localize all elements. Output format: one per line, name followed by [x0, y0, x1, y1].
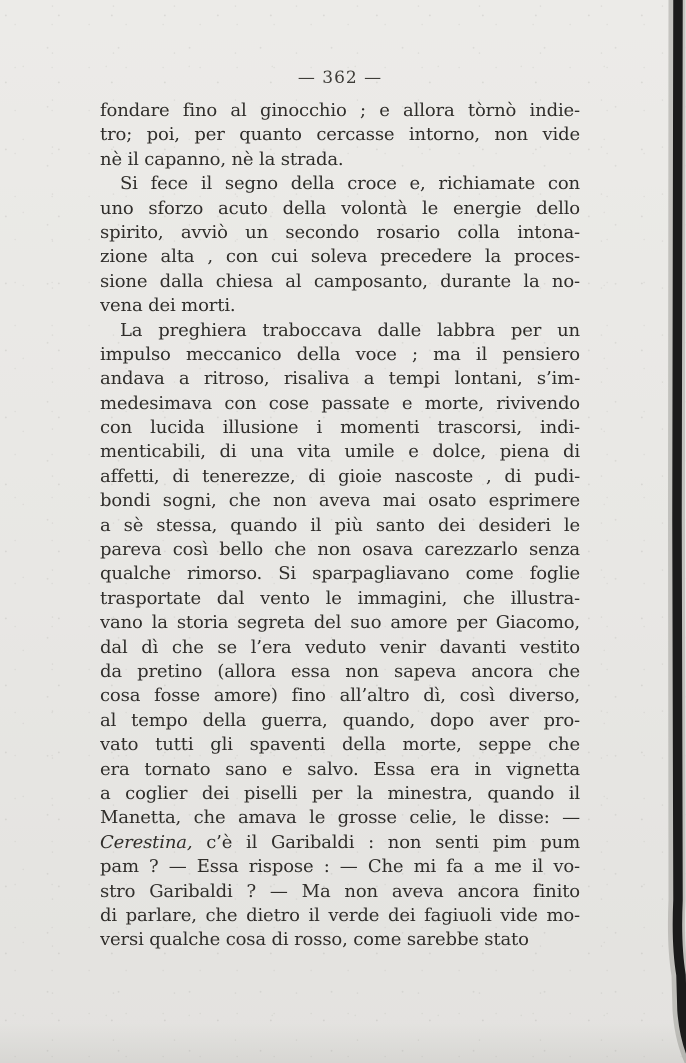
text-segment: uno sforzo acuto della volontà le energie dello	[100, 197, 580, 219]
text-segment: spirito, avviò un secondo rosario colla intona-	[100, 221, 580, 243]
text-line	[100, 806, 580, 830]
text-segment: bondi sogni, che non aveva mai osato esprimere	[100, 490, 580, 512]
italic-text-segment: Cerestina,	[100, 831, 193, 853]
text-line	[100, 416, 580, 440]
text-line	[100, 880, 580, 904]
text-line	[100, 99, 580, 123]
text-segment: a coglier dei piselli per la minestra, quando il	[100, 782, 580, 804]
text-segment: di parlare, che dietro il verde dei fagiuoli vide mo-	[100, 904, 580, 926]
text-line	[100, 587, 580, 611]
text-line	[100, 636, 580, 660]
text-line	[100, 392, 580, 416]
text-segment: con lucida illusione i momenti trascorsi, indi-	[100, 417, 580, 439]
text-line	[100, 782, 580, 806]
text-segment: andava a ritroso, risaliva a tempi lontani, s’im-	[100, 368, 580, 390]
text-line	[100, 660, 580, 684]
text-segment: La preghiera traboccava dalle labbra per un	[120, 319, 580, 341]
text-segment: menticabili, di una vita umile e dolce, piena di	[100, 441, 580, 463]
text-segment: era tornato sano e salvo. Essa era in vignetta	[100, 758, 580, 780]
text-line	[100, 733, 580, 757]
text-line	[100, 197, 580, 221]
text-segment: qualche rimorso. Si sparpagliavano come foglie	[100, 563, 580, 585]
paragraph	[100, 172, 580, 318]
text-segment: sione dalla chiesa al camposanto, durante la no-	[100, 270, 580, 292]
text-segment: a sè stessa, quando il più santo dei desideri le	[100, 514, 580, 536]
text-segment: cosa fosse amore) fino all’altro dì, così diverso,	[100, 685, 580, 707]
text-segment: zione alta , con cui soleva precedere la proces-	[100, 246, 580, 268]
text-line	[100, 294, 580, 318]
text-line	[100, 855, 580, 879]
text-line	[100, 270, 580, 294]
text-line	[100, 904, 580, 928]
text-segment: pam ? — Essa rispose : — Che mi fa a me il vo-	[100, 856, 580, 878]
text-segment: dal dì che se l’era veduto venir davanti vestito	[100, 636, 580, 658]
text-segment: vano la storia segreta del suo amore per Giacomo,	[100, 612, 580, 634]
text-line	[100, 440, 580, 464]
text-segment: Si fece il segno della croce e, richiamate con	[120, 173, 580, 195]
text-line	[100, 514, 580, 538]
text-line	[100, 489, 580, 513]
text-segment: stro Garibaldi ? — Ma non aveva ancora finito	[100, 880, 580, 902]
bottom-scan-vignette	[0, 1023, 686, 1063]
paragraph	[100, 319, 580, 953]
text-block	[100, 99, 580, 953]
page-number-header: — 362 —	[297, 68, 383, 88]
text-segment: vena dei morti.	[100, 295, 236, 317]
text-segment: pareva così bello che non osava carezzarlo senza	[100, 539, 580, 561]
text-segment: vato tutti gli spaventi della morte, seppe che	[100, 734, 580, 756]
text-line	[100, 221, 580, 245]
text-line	[100, 123, 580, 147]
text-line	[100, 148, 580, 172]
text-line	[100, 245, 580, 269]
text-segment: impulso meccanico della voce ; ma il pensiero	[100, 343, 580, 365]
text-line	[100, 343, 580, 367]
text-line	[100, 465, 580, 489]
text-segment: Manetta, che amava le grosse celie, le disse: —	[100, 807, 580, 829]
text-segment: medesimava con cose passate e morte, rivivendo	[100, 392, 580, 414]
text-line	[100, 538, 580, 562]
text-line	[100, 831, 580, 855]
text-segment: trasportate dal vento le immagini, che illustra-	[100, 587, 580, 609]
text-segment: da pretino (allora essa non sapeva ancora che	[100, 660, 580, 682]
text-segment: c’è il Garibaldi : non senti pim pum	[192, 831, 580, 853]
text-line	[100, 928, 580, 952]
text-segment: tro; poi, per quanto cercasse intorno, non vide	[100, 124, 580, 146]
text-line	[100, 562, 580, 586]
text-segment: versi qualche cosa di rosso, come sarebbe stato	[100, 929, 529, 951]
text-segment: fondare fino al ginocchio ; e allora tòrnò indie-	[100, 100, 580, 121]
text-line	[100, 367, 580, 391]
paragraph	[100, 99, 580, 172]
text-line	[100, 684, 580, 708]
text-segment: affetti, di tenerezze, di gioie nascoste , di pudi-	[100, 465, 580, 487]
text-line	[100, 758, 580, 782]
text-line	[100, 172, 580, 196]
text-line	[100, 709, 580, 733]
text-segment: nè il capanno, nè la strada.	[100, 148, 344, 170]
text-segment: al tempo della guerra, quando, dopo aver pro-	[100, 709, 580, 731]
text-line	[100, 611, 580, 635]
text-line	[100, 319, 580, 343]
